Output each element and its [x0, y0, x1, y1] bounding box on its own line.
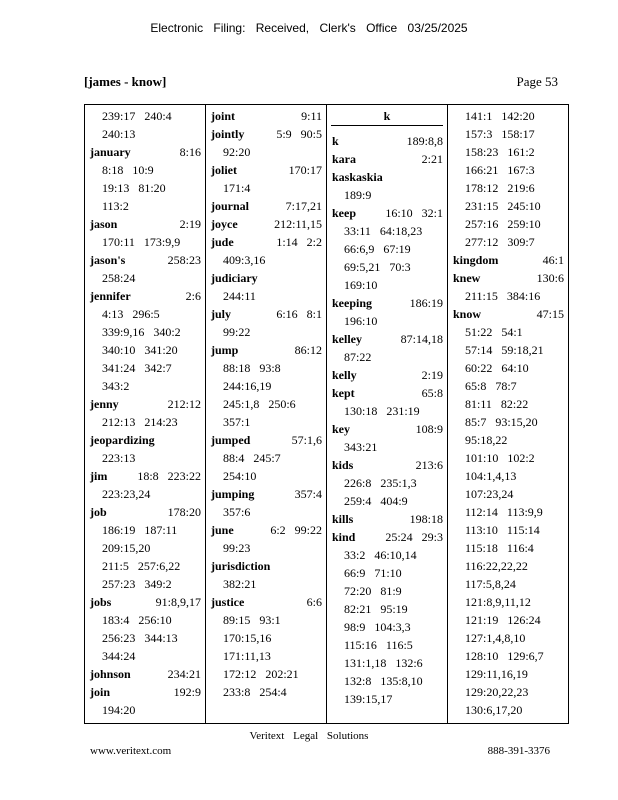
index-entry [206, 341, 326, 431]
entry-head [327, 150, 447, 168]
page-refs-continued: 33:2 46:10,14 [344, 548, 417, 562]
page-refs: 6:2 99:22 [270, 523, 322, 537]
page-refs-continued: 128:10 129:6,7 [465, 649, 544, 663]
index-term: join [90, 685, 111, 699]
page-refs-continued: 169:10 [344, 278, 378, 292]
page-refs-continued: 69:5,21 70:3 [344, 260, 411, 274]
page-refs-continued: 223:23,24 [102, 487, 151, 501]
index-column [206, 105, 327, 723]
entry-head [85, 665, 205, 683]
page-refs-continued: 117:5,8,24 [465, 577, 516, 591]
page-refs-continued: 259:4 404:9 [344, 494, 408, 508]
page-refs: 6:6 [306, 595, 322, 609]
page-refs-continued: 99:23 [223, 541, 251, 555]
page-refs: 189:8,8 [406, 134, 443, 148]
page-refs-continued: 357:1 [223, 415, 251, 429]
page-refs-continued: 129:11,16,19 [465, 667, 528, 681]
entry-head [448, 305, 568, 323]
page-refs-continued: 344:24 [102, 649, 136, 663]
index-entry [85, 107, 205, 143]
page-refs-continued: 211:5 257:6,22 [102, 559, 181, 573]
page-refs-continued: 113:10 115:14 [465, 523, 540, 537]
entry-head [327, 510, 447, 528]
page-refs-continued: 231:15 245:10 [465, 199, 541, 213]
page-refs-continued: 60:22 64:10 [465, 361, 529, 375]
entry-head [206, 125, 326, 143]
index-term: jurisdiction [211, 559, 271, 573]
index-term: kelley [332, 332, 362, 346]
entry-head [206, 341, 326, 359]
page-refs-continued: 257:16 259:10 [465, 217, 541, 231]
index-entry [206, 161, 326, 197]
index-entry [327, 384, 447, 420]
entry-head [85, 503, 205, 521]
page-refs: 2:19 [421, 368, 443, 382]
page-refs-continued: 141:1 142:20 [465, 109, 535, 123]
index-entry [327, 168, 447, 204]
page-refs-continued: 72:20 81:9 [344, 584, 402, 598]
entry-head [327, 528, 447, 546]
page-refs-continued: 172:12 202:21 [223, 667, 299, 681]
page-refs: 1:14 2:2 [276, 235, 322, 249]
index-term: kingdom [453, 253, 499, 267]
index-entry [85, 143, 205, 215]
page-refs-continued: 82:21 95:19 [344, 602, 408, 616]
index-term: jim [90, 469, 108, 483]
page-refs-continued: 258:24 [102, 271, 136, 285]
page-refs-continued: 256:23 344:13 [102, 631, 178, 645]
page-refs-continued: 171:4 [223, 181, 251, 195]
page-refs-continued: 107:23,24 [465, 487, 514, 501]
entry-head [327, 330, 447, 348]
entry-head [206, 431, 326, 449]
entry-head [206, 233, 326, 251]
entry-head [85, 287, 205, 305]
index-entry [327, 204, 447, 294]
index-entry [327, 132, 447, 150]
page-refs: 6:16 8:1 [276, 307, 322, 321]
index-term: justice [211, 595, 245, 609]
index-term: joint [211, 109, 235, 123]
index-term: key [332, 422, 350, 436]
page-refs-continued: 101:10 102:2 [465, 451, 535, 465]
index-entry [206, 521, 326, 557]
page-refs-continued: 57:14 59:18,21 [465, 343, 544, 357]
page-refs: 186:19 [409, 296, 443, 310]
index-entry [327, 420, 447, 456]
page-refs: 9:11 [301, 109, 322, 123]
index-entry [206, 107, 326, 125]
page-refs-continued: 113:2 [102, 199, 129, 213]
entry-head [85, 251, 205, 269]
index-entry [448, 107, 568, 251]
page-refs: 2:6 [185, 289, 201, 303]
page-refs-continued: 121:19 126:24 [465, 613, 541, 627]
index-term: know [453, 307, 482, 321]
page-refs-continued: 131:1,18 132:6 [344, 656, 423, 670]
page-refs-continued: 130:18 231:19 [344, 404, 420, 418]
footer-company: Veritext Legal Solutions [249, 730, 369, 742]
page-refs-continued: 183:4 256:10 [102, 613, 172, 627]
page-number: Page 53 [516, 74, 558, 89]
index-entry [85, 665, 205, 683]
page-refs: 86:12 [294, 343, 322, 357]
entry-head [327, 384, 447, 402]
entry-head [327, 366, 447, 384]
index-term: jason [90, 217, 118, 231]
index-term: jumping [211, 487, 255, 501]
page-refs-continued: 87:22 [344, 350, 372, 364]
entry-head [327, 294, 447, 312]
entry-head [206, 557, 326, 575]
page-refs-continued: 127:1,4,8,10 [465, 631, 526, 645]
page-refs: 192:9 [173, 685, 201, 699]
page-refs-continued: 239:17 240:4 [102, 109, 172, 123]
index-entry [327, 528, 447, 708]
page-refs: 91:8,9,17 [155, 595, 201, 609]
page-refs-continued: 341:24 342:7 [102, 361, 172, 375]
index-entry [85, 431, 205, 467]
page-refs-continued: 357:6 [223, 505, 251, 519]
page-refs: 57:1,6 [291, 433, 322, 447]
entry-head [85, 431, 205, 449]
page-refs-continued: 343:21 [344, 440, 378, 454]
index-term: jobs [90, 595, 112, 609]
page-refs: 178:20 [167, 505, 201, 519]
entry-head [85, 395, 205, 413]
page-refs-continued: 121:8,9,11,12 [465, 595, 531, 609]
index-term: jason's [90, 253, 126, 267]
index-entry [206, 269, 326, 305]
page-refs-continued: 116:22,22,22 [465, 559, 528, 573]
page-refs-continued: 130:6,17,20 [465, 703, 523, 717]
page-refs-continued: 88:18 93:8 [223, 361, 281, 375]
entry-head [85, 593, 205, 611]
filing-stamp: Electronic Filing: Received, Clerk's Office 03/25/2025 [150, 21, 468, 35]
index-entry [327, 330, 447, 366]
entry-head [206, 305, 326, 323]
word-index-table [84, 104, 569, 724]
page-refs-continued: 99:22 [223, 325, 251, 339]
index-term: joliet [211, 163, 237, 177]
index-term: jointly [211, 127, 245, 141]
page-refs-continued: 245:1,8 250:6 [223, 397, 296, 411]
index-term: july [211, 307, 232, 321]
page-refs-continued: 233:8 254:4 [223, 685, 287, 699]
page-refs-continued: 186:19 187:11 [102, 523, 178, 537]
index-entry [206, 431, 326, 485]
page-refs-continued: 223:13 [102, 451, 136, 465]
page-refs: 47:15 [536, 307, 564, 321]
page-refs-continued: 170:11 173:9,9 [102, 235, 181, 249]
page-refs-continued: 88:4 245:7 [223, 451, 281, 465]
entry-head [206, 521, 326, 539]
footer-phone: 888-391-3376 [487, 745, 550, 757]
page-refs-continued: 166:21 167:3 [465, 163, 535, 177]
entry-head [206, 161, 326, 179]
index-term: jump [211, 343, 239, 357]
index-term: jumped [211, 433, 251, 447]
page-refs-continued: 254:10 [223, 469, 257, 483]
page-refs: 2:19 [179, 217, 201, 231]
index-entry [85, 593, 205, 665]
index-entry [85, 395, 205, 431]
page-refs-continued: 66:6,9 67:19 [344, 242, 411, 256]
index-term: kaskaskia [332, 170, 383, 184]
entry-head [85, 215, 205, 233]
page-refs: 16:10 32:1 [385, 206, 443, 220]
page-refs: 212:11,15 [274, 217, 322, 231]
index-term: journal [211, 199, 250, 213]
index-entry [448, 269, 568, 305]
page-refs: 108:9 [415, 422, 443, 436]
index-entry [85, 683, 205, 719]
index-term: january [90, 145, 131, 159]
index-entry [206, 485, 326, 521]
page-refs-continued: 65:8 78:7 [465, 379, 517, 393]
index-entry [206, 197, 326, 215]
index-entry [327, 456, 447, 510]
page-refs: 87:14,18 [400, 332, 443, 346]
page-refs-continued: 171:11,13 [223, 649, 271, 663]
index-term: jennifer [90, 289, 131, 303]
entry-head [206, 269, 326, 287]
index-entry [206, 305, 326, 341]
page-refs-continued: 409:3,16 [223, 253, 266, 267]
entry-head [85, 467, 205, 485]
entry-head [206, 215, 326, 233]
page-refs: 234:21 [167, 667, 201, 681]
page-refs-continued: 115:16 116:5 [344, 638, 413, 652]
index-term: johnson [90, 667, 131, 681]
index-term: kind [332, 530, 356, 544]
page-refs-continued: 51:22 54:1 [465, 325, 523, 339]
entry-head [327, 168, 447, 186]
index-term: kills [332, 512, 354, 526]
page-refs-continued: 139:15,17 [344, 692, 393, 706]
page-refs: 25:24 29:3 [385, 530, 443, 544]
page-refs-continued: 240:13 [102, 127, 136, 141]
index-entry [327, 510, 447, 528]
index-term: kara [332, 152, 356, 166]
index-entry [206, 215, 326, 233]
page-refs-continued: 244:11 [223, 289, 256, 303]
page-refs-continued: 129:20,22,23 [465, 685, 529, 699]
index-entry [206, 593, 326, 701]
entry-head [85, 683, 205, 701]
entry-head [206, 593, 326, 611]
page-refs-continued: 277:12 309:7 [465, 235, 535, 249]
page-refs-continued: 178:12 219:6 [465, 181, 535, 195]
page-refs: 7:17,21 [285, 199, 322, 213]
page-refs-continued: 382:21 [223, 577, 257, 591]
index-term: kelly [332, 368, 357, 382]
entry-head [327, 204, 447, 222]
page-refs-continued: 340:10 341:20 [102, 343, 178, 357]
page-refs: 5:9 90:5 [276, 127, 322, 141]
page-refs-continued: 19:13 81:20 [102, 181, 166, 195]
index-term: keep [332, 206, 356, 220]
page-refs-continued: 33:11 64:18,23 [344, 224, 423, 238]
page-refs-continued: 85:7 93:15,20 [465, 415, 538, 429]
index-term: jude [211, 235, 234, 249]
page-refs-continued: 196:10 [344, 314, 378, 328]
page-refs-continued: 209:15,20 [102, 541, 151, 555]
index-term: knew [453, 271, 481, 285]
page-refs-continued: 104:1,4,13 [465, 469, 517, 483]
page-refs-continued: 226:8 235:1,3 [344, 476, 417, 490]
index-term: kids [332, 458, 354, 472]
entry-head [448, 251, 568, 269]
page-refs-continued: 8:18 10:9 [102, 163, 154, 177]
entry-head [448, 269, 568, 287]
page-refs-continued: 92:20 [223, 145, 251, 159]
index-range: [james - know] [84, 74, 167, 89]
page-refs-continued: 158:23 161:2 [465, 145, 535, 159]
index-column [85, 105, 206, 723]
index-entry [448, 305, 568, 719]
index-entry [85, 215, 205, 251]
index-column [327, 105, 448, 723]
page-refs-continued: 4:13 296:5 [102, 307, 160, 321]
page-refs: 2:21 [421, 152, 443, 166]
entry-head [327, 420, 447, 438]
index-entry [327, 366, 447, 384]
page-refs-continued: 132:8 135:8,10 [344, 674, 423, 688]
entry-head [206, 197, 326, 215]
index-term: jeopardizing [90, 433, 155, 447]
index-term: keeping [332, 296, 373, 310]
index-term: kept [332, 386, 355, 400]
page-refs: 18:8 223:22 [137, 469, 201, 483]
page-refs: 213:6 [415, 458, 443, 472]
index-entry [85, 287, 205, 395]
index-term: judiciary [211, 271, 258, 285]
page-refs: 8:16 [179, 145, 201, 159]
page-refs: 258:23 [167, 253, 201, 267]
index-entry [206, 125, 326, 161]
index-term: june [211, 523, 234, 537]
index-entry [327, 150, 447, 168]
index-entry [206, 233, 326, 269]
entry-head [327, 132, 447, 150]
page-refs: 198:18 [409, 512, 443, 526]
index-entry [327, 294, 447, 330]
page-refs: 130:6 [536, 271, 564, 285]
page-refs-continued: 89:15 93:1 [223, 613, 281, 627]
entry-head [327, 456, 447, 474]
index-entry [85, 467, 205, 503]
page-refs-continued: 339:9,16 340:2 [102, 325, 181, 339]
page-refs-continued: 157:3 158:17 [465, 127, 535, 141]
page-refs-continued: 343:2 [102, 379, 130, 393]
index-entry [206, 557, 326, 593]
entry-head [206, 485, 326, 503]
letter-heading: k [331, 107, 443, 126]
index-column [448, 105, 568, 723]
footer-website: www.veritext.com [90, 745, 172, 757]
page-refs-continued: 194:20 [102, 703, 136, 717]
page-refs-continued: 170:15,16 [223, 631, 272, 645]
entry-head [85, 143, 205, 161]
page-refs-continued: 98:9 104:3,3 [344, 620, 411, 634]
page-refs-continued: 66:9 71:10 [344, 566, 402, 580]
page-refs: 46:1 [542, 253, 564, 267]
page-refs-continued: 257:23 349:2 [102, 577, 172, 591]
page-refs: 212:12 [167, 397, 201, 411]
page-refs: 357:4 [294, 487, 322, 501]
page-refs-continued: 81:11 82:22 [465, 397, 529, 411]
entry-head [206, 107, 326, 125]
index-entry [85, 503, 205, 593]
page-refs-continued: 115:18 116:4 [465, 541, 534, 555]
page-refs-continued: 112:14 113:9,9 [465, 505, 543, 519]
index-entry [85, 251, 205, 287]
page-refs-continued: 189:9 [344, 188, 372, 202]
index-entry [448, 251, 568, 269]
index-term: k [332, 134, 339, 148]
index-term: jenny [90, 397, 119, 411]
page-refs-continued: 211:15 384:16 [465, 289, 541, 303]
page-refs-continued: 244:16,19 [223, 379, 272, 393]
index-term: joyce [211, 217, 238, 231]
page-refs: 65:8 [421, 386, 443, 400]
page-refs: 170:17 [288, 163, 322, 177]
index-term: job [90, 505, 107, 519]
page-refs-continued: 95:18,22 [465, 433, 508, 447]
page-refs-continued: 212:13 214:23 [102, 415, 178, 429]
